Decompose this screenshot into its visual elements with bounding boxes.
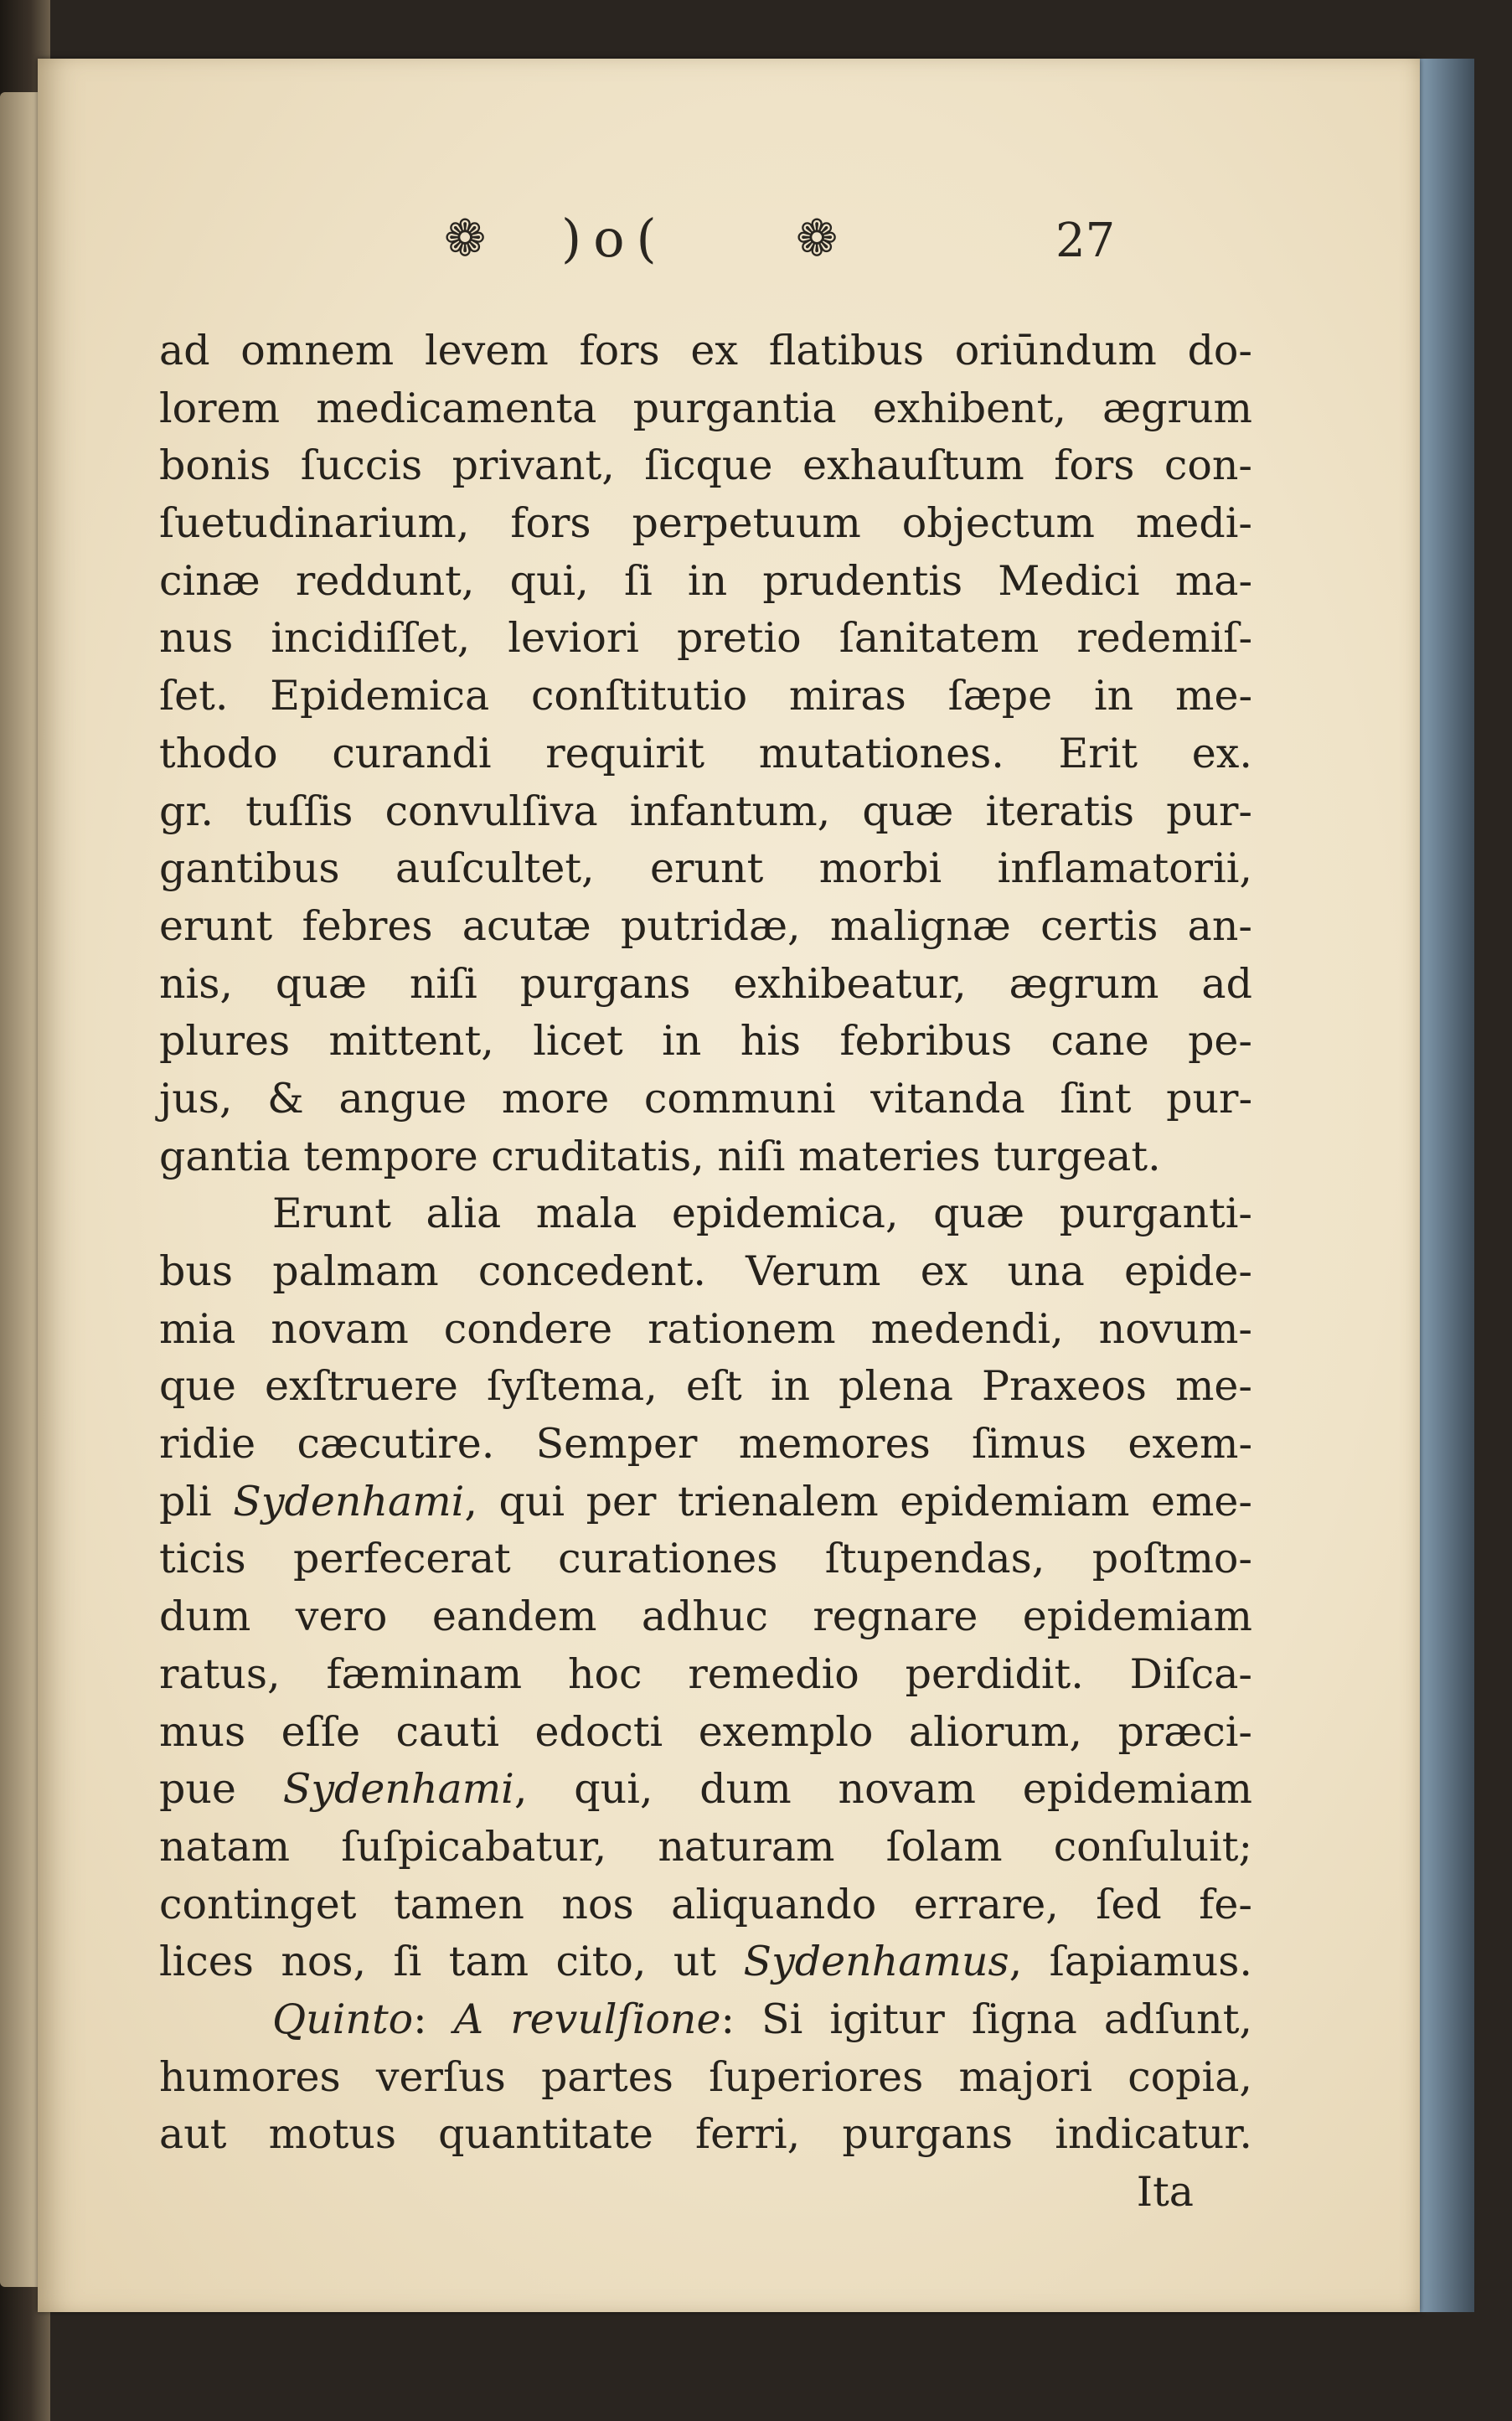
- text-line: ſuetudinarium, fors perpetuum objectum medi-: [159, 499, 1252, 548]
- page-number: 27: [1055, 214, 1116, 268]
- text-line: nus incidiſſet, leviori pretio ſanitatem redemiſ-: [159, 614, 1252, 663]
- italic-heading: A revulſione: [453, 1995, 721, 2043]
- text-span: : Si igitur ſigna adſunt,: [720, 1995, 1252, 2043]
- text-span: pli: [159, 1477, 234, 1525]
- text-line: bus palmam concedent. Verum ex una epide-: [159, 1247, 1252, 1295]
- text-line: gantia tempore cruditatis, niſi materies turgeat.: [159, 1132, 1161, 1180]
- text-span: , qui, dum novam epidemiam: [513, 1765, 1252, 1814]
- text-line: thodo curandi requirit mutationes. Erit ex.: [159, 729, 1252, 777]
- italic-name: Sydenhamus: [743, 1938, 1009, 1986]
- fleuron-right-icon: ❁: [796, 209, 839, 268]
- text-line: plures mittent, licet in his febribus cane pe-: [159, 1017, 1252, 1066]
- text-span: , ſapiamus.: [1009, 1938, 1252, 1986]
- text-line: continget tamen nos aliquando errare, ſed fe-: [159, 1880, 1252, 1928]
- italic-name: Sydenhami: [233, 1477, 465, 1525]
- body-text: [159, 323, 1252, 2222]
- text-line: jus, & angue more communi vitanda ſint pur-: [159, 1074, 1252, 1123]
- text-line: [159, 1474, 1252, 1531]
- text-line: que exſtruere ſyſtema, eſt in plena Praxeos me-: [159, 1362, 1252, 1411]
- italic-name: Sydenhami: [282, 1765, 514, 1814]
- text-span: pue: [159, 1765, 283, 1814]
- text-span: lices nos, ſi tam cito, ut: [159, 1938, 744, 1986]
- text-line: aut motus quantitate ferri, purgans indicatur.: [159, 2110, 1252, 2159]
- text-line: natam ſuſpicabatur, naturam ſolam conſuluit;: [159, 1822, 1252, 1871]
- text-line: [159, 1933, 1252, 1991]
- text-line: mia novam condere rationem medendi, novum-: [159, 1304, 1252, 1353]
- text-line: dum vero eandem adhuc regnare epidemiam: [159, 1592, 1252, 1641]
- text-line: erunt febres acutæ putridæ, malignæ certis an-: [159, 901, 1252, 950]
- text-line: ad omnem levem fors ex flatibus oriūndum do-: [159, 327, 1252, 374]
- text-line: bonis ſuccis privant, ſicque exhauſtum fors con-: [159, 441, 1252, 490]
- text-line: humores verſus partes ſuperiores majori copia,: [159, 2052, 1252, 2101]
- text-line: ridie cæcutire. Semper memores ſimus exem-: [159, 1420, 1252, 1469]
- paragraph-start-line: Erunt alia mala epidemica, quæ purganti-: [272, 1190, 1252, 1238]
- text-line: [159, 1761, 1252, 1819]
- italic-heading: Quinto: [272, 1995, 414, 2043]
- catchword: Ita: [1136, 2168, 1194, 2216]
- text-line: lorem medicamenta purgantia exhibent, ægrum: [159, 384, 1252, 432]
- text-line: ſet. Epidemica conſtitutio miras ſæpe in me-: [159, 672, 1252, 720]
- text-line: mus eſſe cauti edocti exemplo aliorum, præci-: [159, 1707, 1252, 1756]
- text-line: gantibus auſcultet, erunt morbi inflamatorii,: [159, 844, 1252, 893]
- head-ornament-mark: )o(: [561, 208, 668, 269]
- text-line: ratus, fæminam hoc remedio perdidit. Diſca-: [159, 1649, 1252, 1698]
- text-line: ticis perfecerat curationes ſtupendas, poſtmo-: [159, 1535, 1252, 1583]
- text-span: :: [413, 1995, 454, 2043]
- text-span: , qui per trienalem epidemiam eme-: [464, 1477, 1252, 1525]
- paragraph-start-line: [159, 1991, 1252, 2049]
- running-head: [444, 205, 1139, 272]
- text-line: nis, quæ niſi purgans exhibeatur, ægrum ad: [159, 959, 1252, 1008]
- text-line: cinæ reddunt, qui, ſi in prudentis Medici ma-: [159, 556, 1252, 605]
- fleuron-left-icon: ❁: [444, 209, 487, 268]
- text-line: gr. tuſſis convulſiva infantum, quæ iteratis pur-: [159, 787, 1252, 835]
